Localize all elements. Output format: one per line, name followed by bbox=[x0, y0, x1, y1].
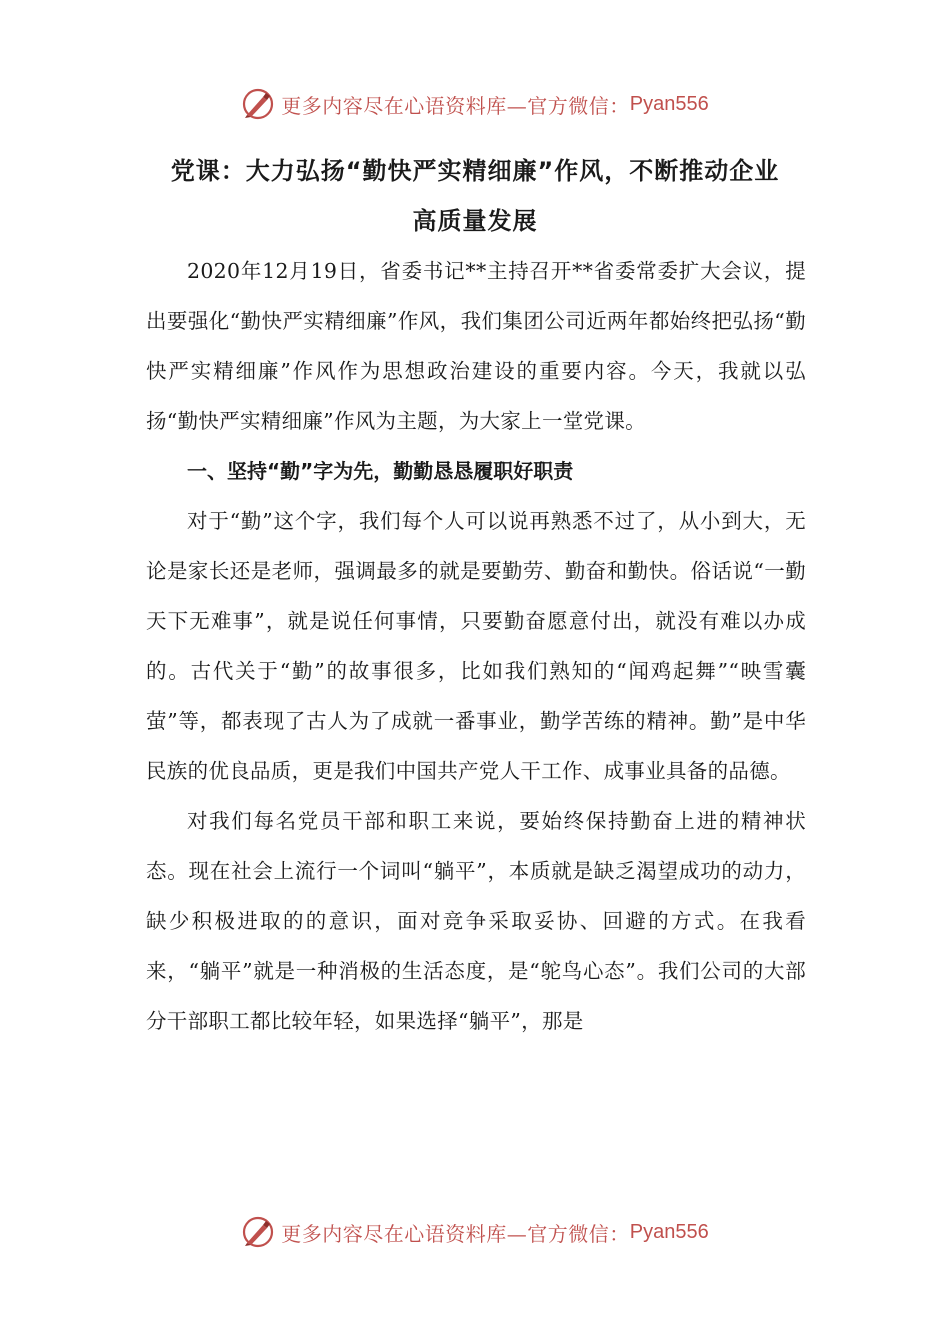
watermark-text: 更多内容尽在心语资料库—官方微信： bbox=[281, 1221, 630, 1246]
section-heading-1: 一、坚持“勤”字为先，勤勤恳恳履职好职责 bbox=[187, 459, 574, 483]
watermark-banner-bottom bbox=[0, 1212, 950, 1252]
document-title bbox=[120, 146, 830, 246]
document-body bbox=[146, 246, 806, 1046]
section1-paragraph-1: 对于“勤”这个字，我们每个人可以说再熟悉不过了，从小到大，无论是家长还是老师，强调最多的就是要勤劳、勤奋和勤快。俗话说“一勤天下无难事”，就是说任何事情，只要勤奋愿意付出，就没有难以办成的。古代关于“勤”的故事很多，比如我们熟知的“闻鸡起舞”“映雪囊萤”等，都表现了古人为了成就一番事业，勤学苦练的精神。勤”是中华民族的优良品质，更是我们中国共产党人干工作、成事业具备的品德。 bbox=[146, 509, 806, 783]
title-line-1: 党课：大力弘扬“勤快严实精细廉”作风，不断推动企业 bbox=[170, 157, 780, 185]
pen-logo-icon bbox=[241, 87, 275, 121]
watermark-banner-top bbox=[0, 84, 950, 124]
section1-paragraph-2: 对我们每名党员干部和职工来说，要始终保持勤奋上进的精神状态。现在社会上流行一个词叫“躺平”，本质就是缺乏渴望成功的动力，缺少积极进取的的意识，面对竞争采取妥协、回避的方式。在我看来，“躺平”就是一种消极的生活态度，是“鸵鸟心态”。我们公司的大部分干部职工都比较年轻，如果选择“躺平”，那是 bbox=[146, 809, 806, 1033]
watermark-text: 更多内容尽在心语资料库—官方微信： bbox=[281, 93, 630, 118]
intro-paragraph: 2020年12月19日，省委书记**主持召开**省委常委扩大会议，提出要强化“勤快严实精细廉”作风，我们集团公司近两年都始终把弘扬“勤快严实精细廉”作风作为思想政治建设的重要内容。今天，我就以弘扬“勤快严实精细廉”作风为主题，为大家上一堂党课。 bbox=[146, 259, 806, 433]
watermark-handle: Pyan556 bbox=[629, 1220, 709, 1243]
title-line-2: 高质量发展 bbox=[412, 207, 538, 235]
watermark-handle: Pyan556 bbox=[629, 92, 709, 115]
pen-logo-icon bbox=[241, 1215, 275, 1249]
